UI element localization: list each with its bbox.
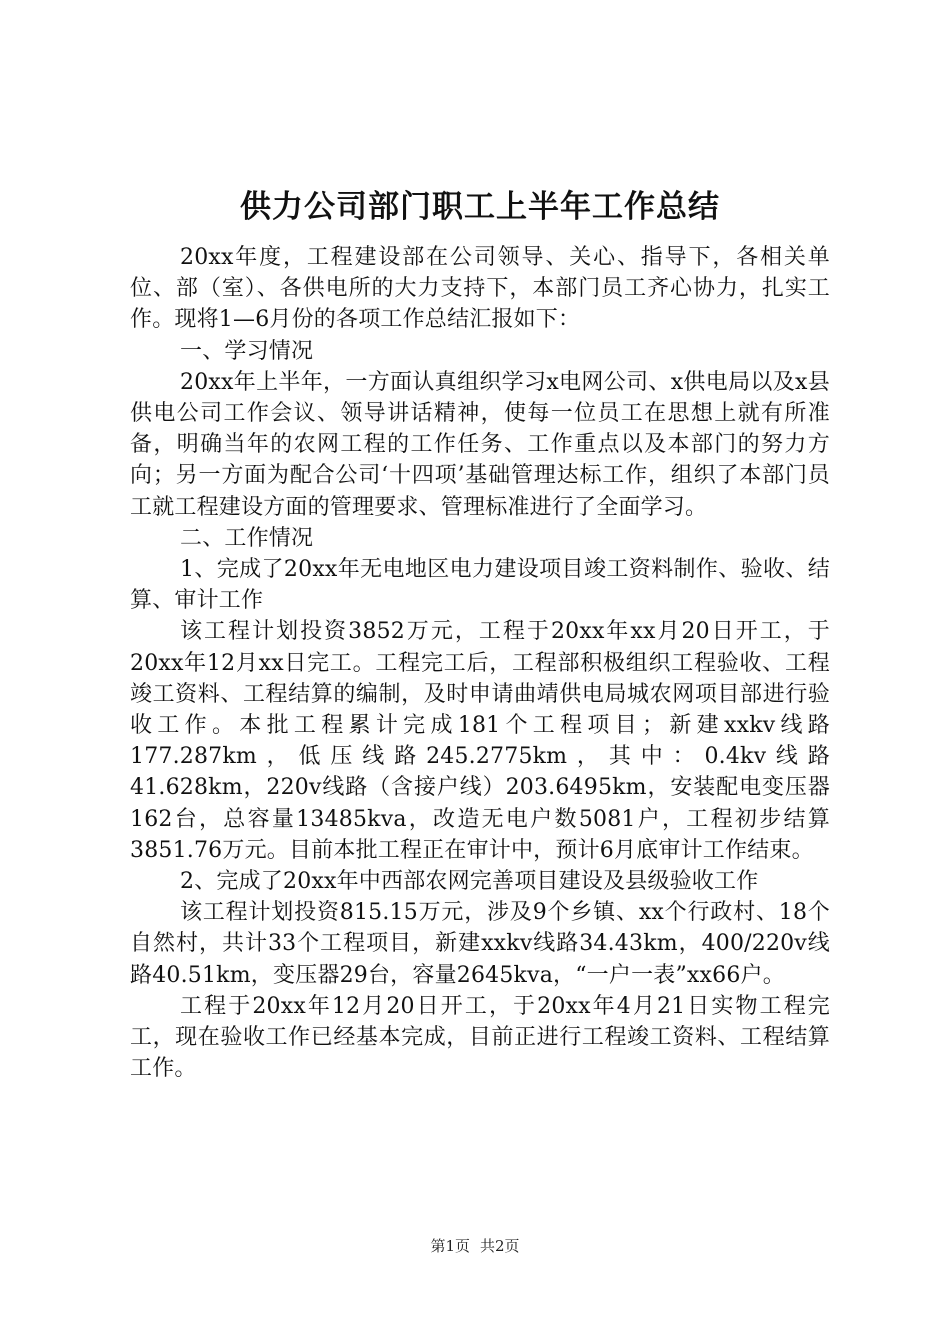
work-item-2-paragraph: 该工程计划投资815.15万元，涉及9个乡镇、xx个行政村、18个自然村，共计33个工程项目，新建xxkv线路34.43km，400/220v线路40.51km，变压器29台，容量2645kva，“一户一表”xx66户。: [130, 900, 830, 988]
work-item-1-heading: 1、完成了20xx年无电地区电力建设项目竣工资料制作、验收、结算、审计工作: [130, 557, 830, 614]
work-item-1-paragraph: 该工程计划投资3852万元，工程于20xx年xx月20日开工，于20xx年12月xx日完工。工程完工后，工程部积极组织工程验收、工程竣工资料、工程结算的编制，及时申请曲靖供电局城农网项目部进行验收工作。本批工程累计完成181个工程项目；新建xxkv线路177.287km，低压线路245.2775km，其中：0.4kv线路41.628km，220v线路（含接户线）203.6495km，安装配电变压器162台，总容量13485kva，改造无电户数5081户，工程初步结算3851.76万元。目前本批工程正在审计中，预计6月底审计工作结束。: [130, 619, 830, 863]
page-footer: [0, 1236, 950, 1256]
page-number: 第1页: [430, 1237, 470, 1255]
document-page: [130, 180, 830, 1084]
document-title: 供力公司部门职工上半年工作总结: [240, 189, 720, 225]
intro-paragraph: 20xx年度，工程建设部在公司领导、关心、指导下，各相关单位、部（室）、各供电所的大力支持下，本部门员工齐心协力，扎实工作。现将1—6月份的各项工作总结汇报如下：: [130, 245, 830, 333]
study-paragraph: 20xx年上半年，一方面认真组织学习x电网公司、x供电局以及x县供电公司工作会议、领导讲话精神，使每一位员工在思想上就有所准备，明确当年的农网工程的工作任务、工作重点以及本部门的努力方向；另一方面为配合公司‘十四项’基础管理达标工作，组织了本部门员工就工程建设方面的管理要求、管理标准进行了全面学习。: [130, 369, 830, 520]
page-total: 共2页: [480, 1237, 520, 1255]
section-heading-study: 一、学习情况: [180, 338, 314, 364]
work-item-2-heading: 2、完成了20xx年中西部农网完善项目建设及县级验收工作: [180, 869, 759, 895]
section-heading-work: 二、工作情况: [180, 525, 314, 551]
work-item-2-progress-paragraph: 工程于20xx年12月20日开工，于20xx年4月21日实物工程完工，现在验收工作已经基本完成，目前正进行工程竣工资料、工程结算工作。: [130, 993, 830, 1082]
